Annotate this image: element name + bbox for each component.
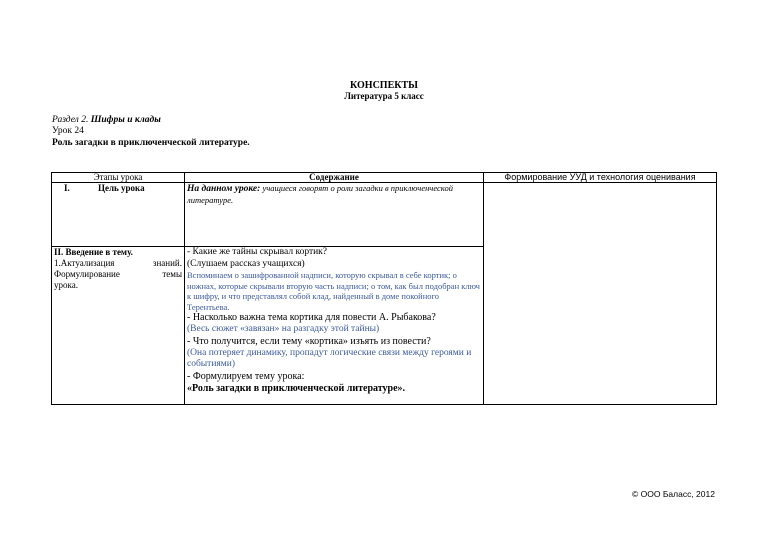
- question-2: - Насколько важна тема кортика для повести А. Рыбакова?: [187, 312, 436, 323]
- intro-stage-line1: 1.Актуализация знаний.: [54, 258, 182, 268]
- intro-stage-line3: урока.: [54, 280, 78, 290]
- uud-cell: [484, 183, 717, 405]
- lesson-number: Урок 24: [52, 126, 84, 136]
- answer-2: (Весь сюжет «завязан» на разгадку этой тайны): [187, 324, 380, 334]
- lesson-topic: Роль загадки в приключенческой литературе.: [52, 138, 250, 148]
- goal-text: учащиеся говорят о роли загадки в приключенческой литературе.: [187, 183, 453, 205]
- intro-stage-cell: [52, 247, 185, 405]
- document-title: КОНСПЕКТЫ: [350, 80, 418, 91]
- goal-stage-cell: [52, 183, 185, 247]
- intro-content-cell: [185, 247, 484, 405]
- header-content: Содержание: [185, 173, 484, 183]
- question-1: - Какие же тайны скрывал кортик?: [187, 247, 328, 257]
- intro-stage-line2: Формулирование темы: [54, 269, 182, 279]
- table-row: [52, 183, 717, 247]
- table-header-row: [52, 173, 717, 183]
- goal-content-cell: [185, 183, 484, 247]
- header-stages: Этапы урока: [52, 173, 185, 183]
- document-subtitle: Литература 5 класс: [344, 91, 424, 101]
- lesson-plan-table: [51, 172, 717, 405]
- goal-number: I.: [64, 183, 70, 193]
- answer-1: (Слушаем рассказ учащихся): [187, 258, 305, 269]
- section-name: Шифры и клады: [90, 115, 161, 125]
- copyright-footer: © ООО Баласс, 2012: [632, 489, 715, 499]
- question-4: - Формулируем тему урока:: [187, 370, 305, 382]
- lesson-theme: «Роль загадки в приключенческой литературе».: [187, 382, 406, 394]
- answer-1-detail: Вспоминаем о зашифрованной надписи, которую скрывал в себе кортик; о ножнах, которые скрывали вторую часть надписи; о том, как был подобран ключ к шифру, и что представлял собой клад, найденный в доме покойного Терентьева.: [187, 270, 480, 312]
- answer-3: (Она потеряет динамику, пропадут логические связи между героями и событиями): [187, 347, 472, 369]
- goal-lead: На данном уроке:: [187, 184, 261, 194]
- goal-stage-label: Цель урока: [98, 183, 145, 193]
- header-uud: Формирование УУД и технология оценивания: [484, 173, 717, 183]
- intro-stage-title: II. Введение в тему.: [54, 247, 133, 257]
- section-label: Раздел 2.: [52, 115, 89, 125]
- question-3: - Что получится, если тему «кортика» изъять из повести?: [187, 335, 431, 347]
